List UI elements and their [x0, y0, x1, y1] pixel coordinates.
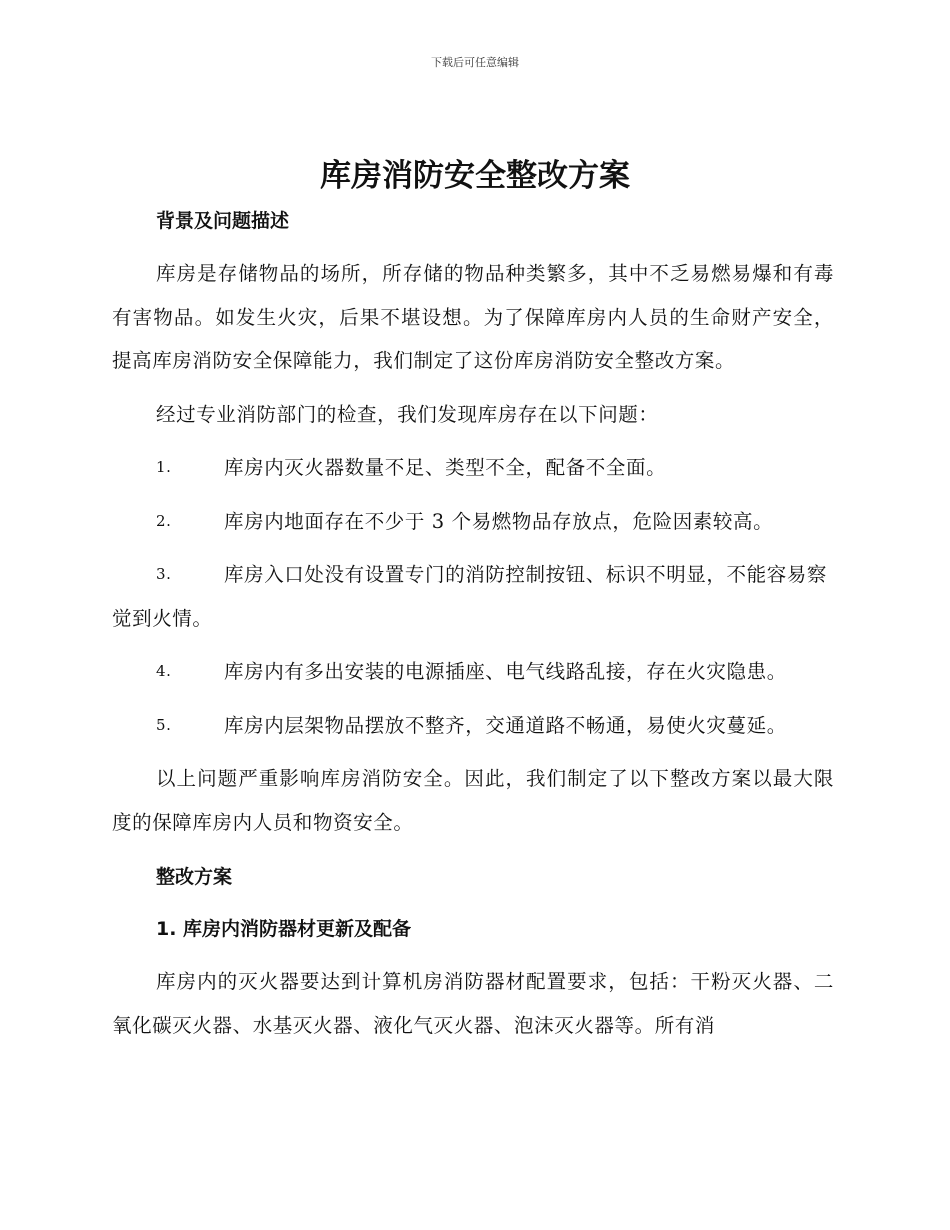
- equipment-paragraph: 库房内的灭火器要达到计算机房消防器材配置要求，包括：干粉灭火器、二氧化碳灭火器、水基灭火器、液化气灭火器、泡沫灭火器等。所有消: [112, 970, 834, 1037]
- issue-text: 库房内有多出安装的电源插座、电气线路乱接，存在火灾隐患。: [224, 660, 787, 683]
- issue-item-4: [112, 650, 834, 694]
- section-heading-background: 背景及问题描述: [156, 210, 290, 232]
- issue-item-2: [112, 500, 834, 544]
- issue-number: 2.: [156, 511, 172, 530]
- issues-lead-paragraph: 经过专业消防部门的检查，我们发现库房存在以下问题：: [156, 402, 659, 426]
- section-heading-plan: 整改方案: [156, 866, 233, 888]
- conclusion-paragraph: 以上问题严重影响库房消防安全。因此，我们制定了以下整改方案以最大限度的保障库房内人员和物资安全。: [112, 767, 834, 834]
- header-note: 下载后可任意编辑: [431, 56, 519, 69]
- document-title: 库房消防安全整改方案: [320, 158, 630, 194]
- issue-number: 4.: [156, 662, 172, 680]
- issue-text: 库房内地面存在不少于 3 个易燃物品存放点，危险因素较高。: [224, 509, 774, 533]
- issue-number: 1.: [156, 458, 172, 476]
- intro-paragraph: 库房是存储物品的场所，所存储的物品种类繁多，其中不乏易燃易爆和有毒有害物品。如发生火灾，后果不堪设想。为了保障库房内人员的生命财产安全，提高库房消防安全保障能力，我们制定了这份库房消防安全整改方案。: [112, 262, 834, 372]
- issue-text: 库房内灭火器数量不足、类型不全，配备不全面。: [224, 456, 667, 479]
- issue-item-1: [112, 446, 834, 490]
- issue-text: 库房内层架物品摆放不整齐，交通道路不畅通，易使火灾蔓延。: [224, 713, 787, 737]
- subsection-heading-equipment: 1. 库房内消防器材更新及配备: [156, 918, 412, 940]
- issue-item-5: [112, 704, 834, 748]
- issue-number: 3.: [156, 565, 172, 583]
- issue-number: 5.: [156, 715, 172, 734]
- document-body: [112, 200, 834, 1047]
- issue-item-3: [112, 553, 834, 640]
- issue-text: 库房入口处没有设置专门的消防控制按钮、标识不明显，不能容易察觉到火情。: [112, 563, 828, 630]
